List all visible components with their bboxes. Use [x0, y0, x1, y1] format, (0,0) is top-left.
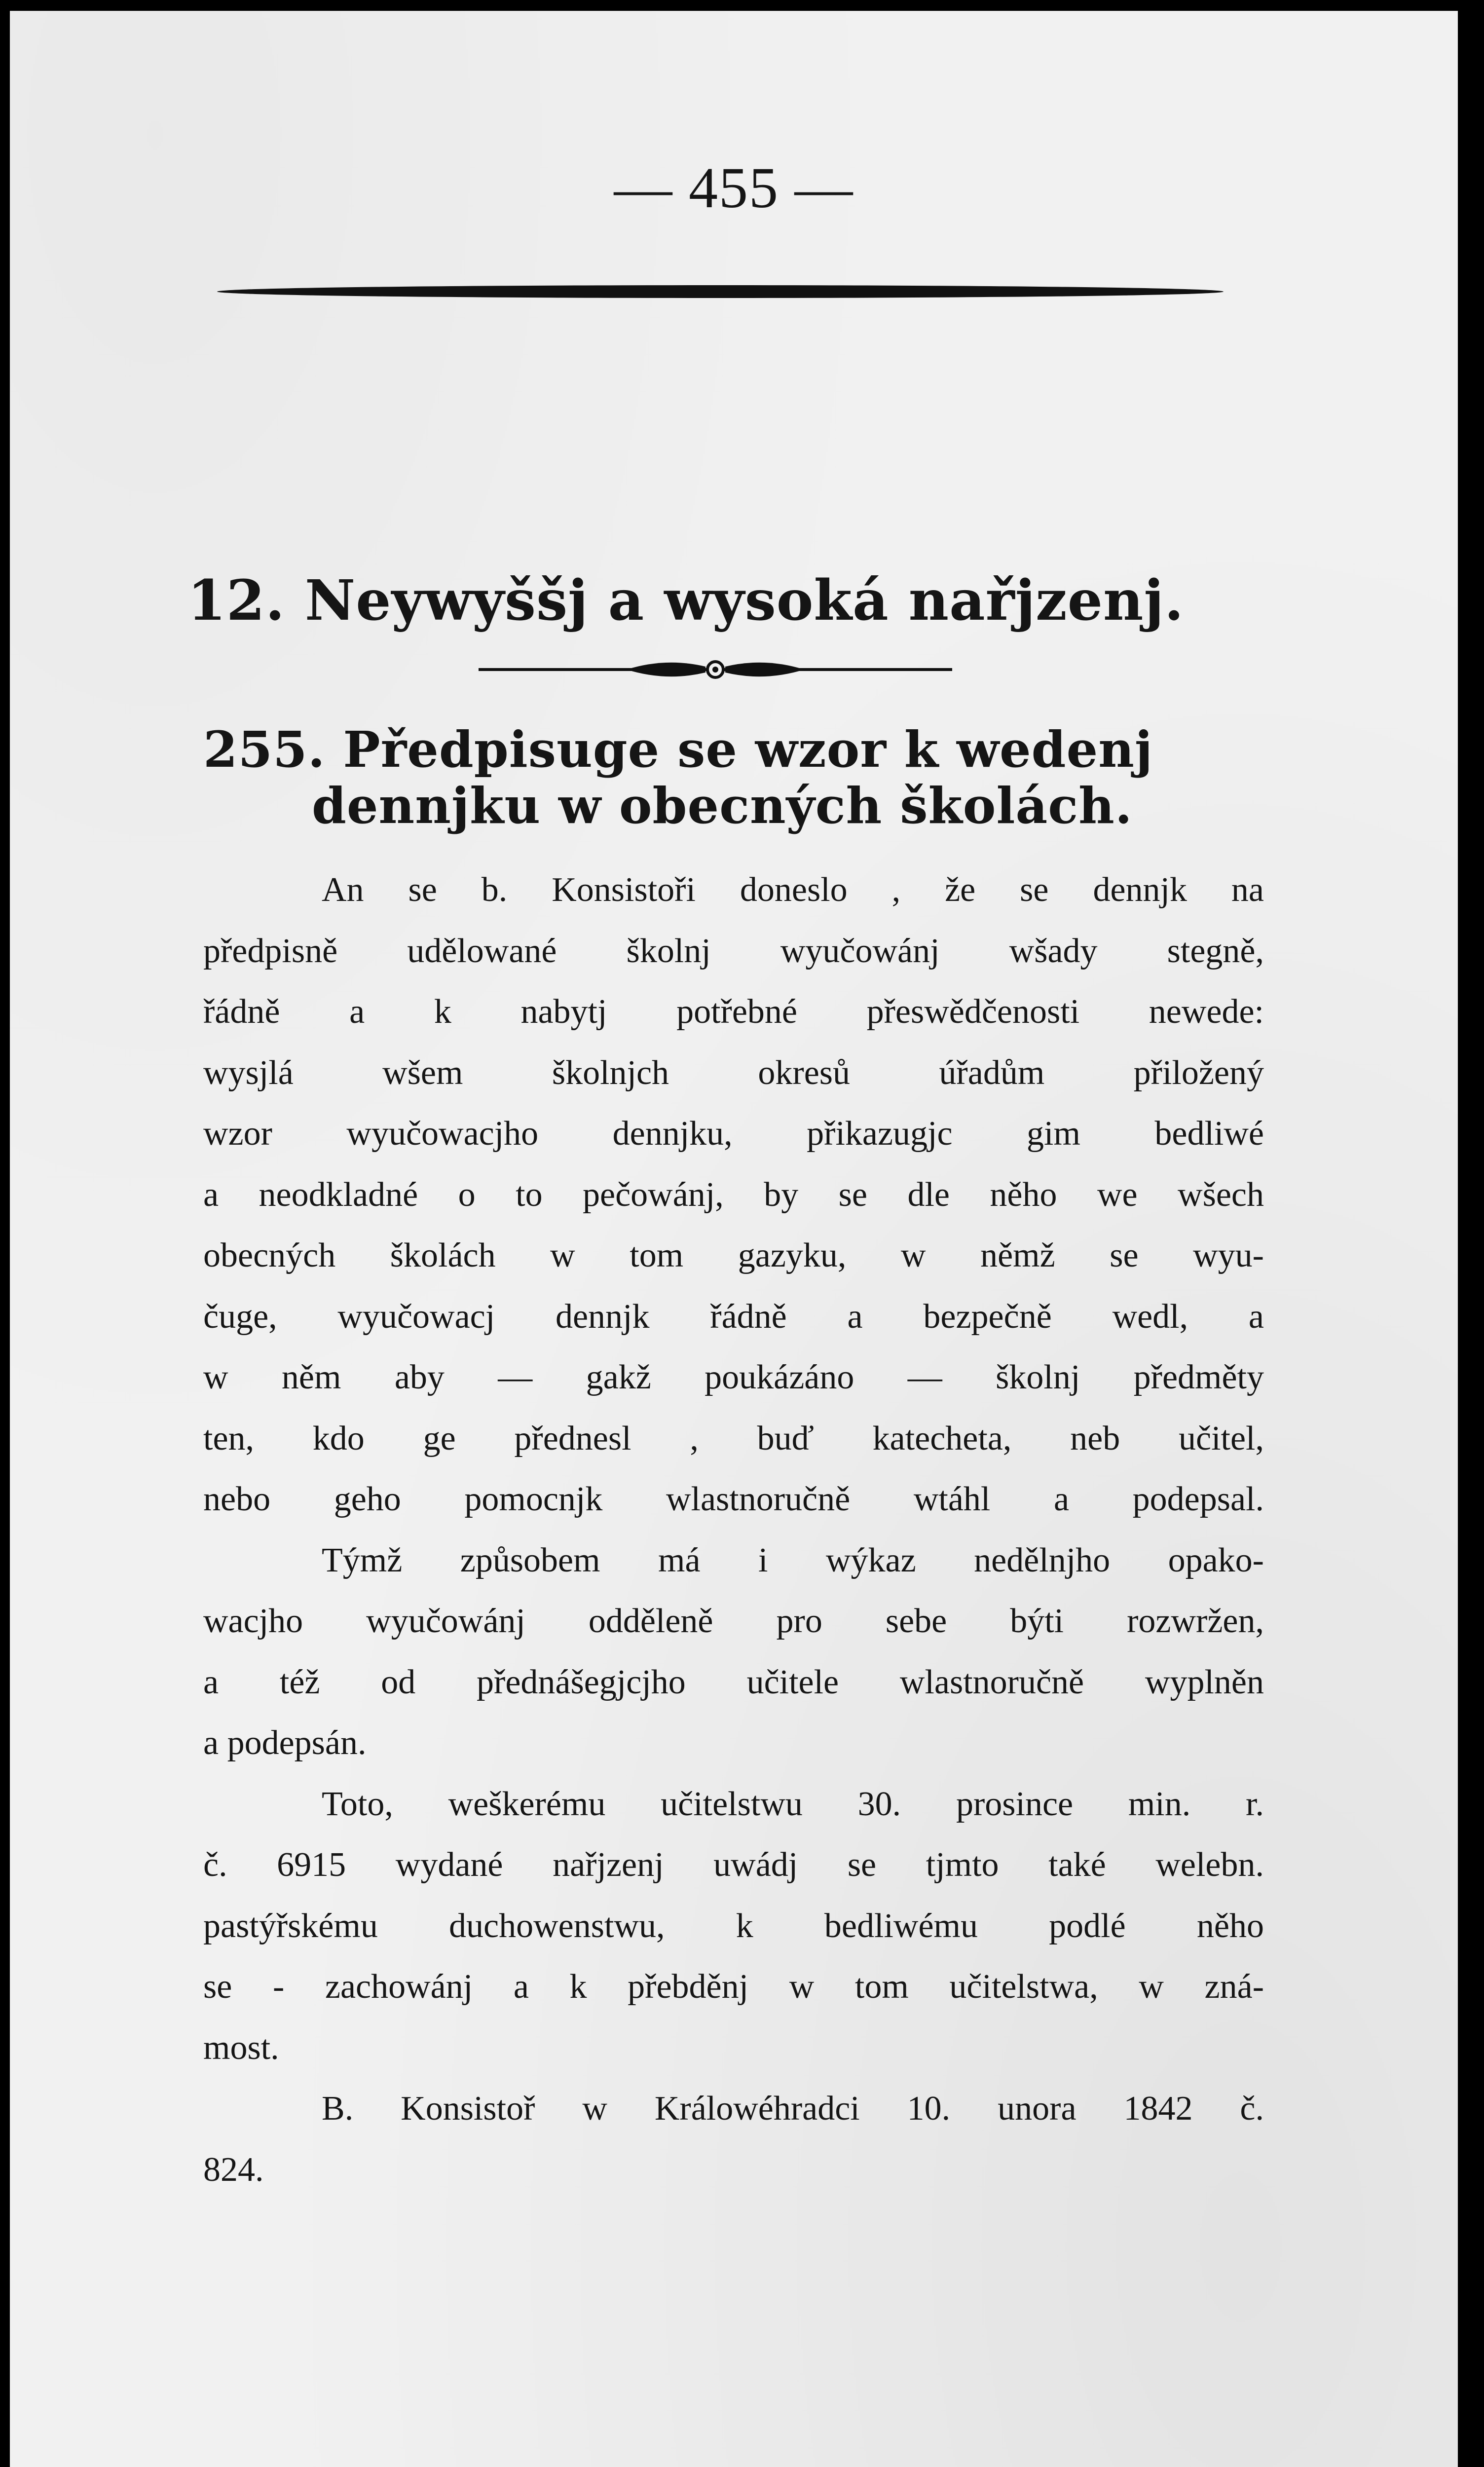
body-line: pastýřskému duchowenstwu, k bedliwému podlé něho: [203, 1906, 1264, 1945]
body-line: řádně a k nabytj potřebné přeswědčenosti newede:: [203, 993, 1264, 1031]
body-line: ten, kdo ge přednesl , buď katecheta, neb učitel,: [203, 1419, 1264, 1458]
header-rule: [217, 285, 1224, 298]
book-page: [10, 11, 1458, 2467]
body-line: č. 6915 wydané nařjzenj uwádj se tjmto také welebn.: [203, 1846, 1264, 1884]
body-line: 824.: [203, 2150, 264, 2189]
page-number: — 455 —: [614, 155, 854, 220]
body-line: se - zachowánj a k přebděnj w tom učitelstwa, w zná-: [203, 1968, 1264, 2006]
article-title-line-2: dennjku w obecných školách.: [312, 777, 1133, 835]
section-heading: 12. Neywyššj a wysoká nařjzenj.: [187, 568, 1184, 633]
body-line: wacjho wyučowánj odděleně pro sebe býti rozwržen,: [203, 1602, 1264, 1640]
body-line: Toto, weškerému učitelstwu 30. prosince min. r.: [322, 1785, 1264, 1823]
body-line: nebo geho pomocnjk wlastnoručně wtáhl a podepsal.: [203, 1480, 1264, 1518]
body-line: obecných školách w tom gazyku, w němž se wyu-: [203, 1236, 1264, 1274]
body-line: most.: [203, 2028, 279, 2067]
body-line: a neodkladné o to pečowánj, by se dle něho we wšech: [203, 1175, 1264, 1214]
article-title-line-1: 255. Předpisuge se wzor k wedenj: [203, 720, 1153, 779]
article-title: [203, 721, 1289, 834]
body-line: wzor wyučowacjho dennjku, přikazugjc gim bedliwé: [203, 1115, 1264, 1153]
ornament-divider-icon: [479, 655, 952, 684]
article-body: [203, 860, 1264, 2200]
body-line: předpisně udělowané školnj wyučowánj wšady stegně,: [203, 932, 1264, 970]
body-line: wysjlá wšem školnjch okresů úřadům přiložený: [203, 1053, 1264, 1092]
body-line: Týmž způsobem má i wýkaz nedělnjho opako-: [322, 1541, 1264, 1579]
body-line: a podepsán.: [203, 1724, 367, 1762]
body-line: w něm aby — gakž poukázáno — školnj předměty: [203, 1358, 1264, 1396]
body-line: An se b. Konsistoři doneslo , že se dennjk na: [322, 871, 1264, 909]
body-line: čuge, wyučowacj dennjk řádně a bezpečně wedl, a: [203, 1297, 1264, 1336]
body-line: a též od přednášegjcjho učitele wlastnoručně wyplněn: [203, 1663, 1264, 1701]
body-line: B. Konsistoř w Králowéhradci 10. unora 1842 č.: [322, 2090, 1264, 2128]
